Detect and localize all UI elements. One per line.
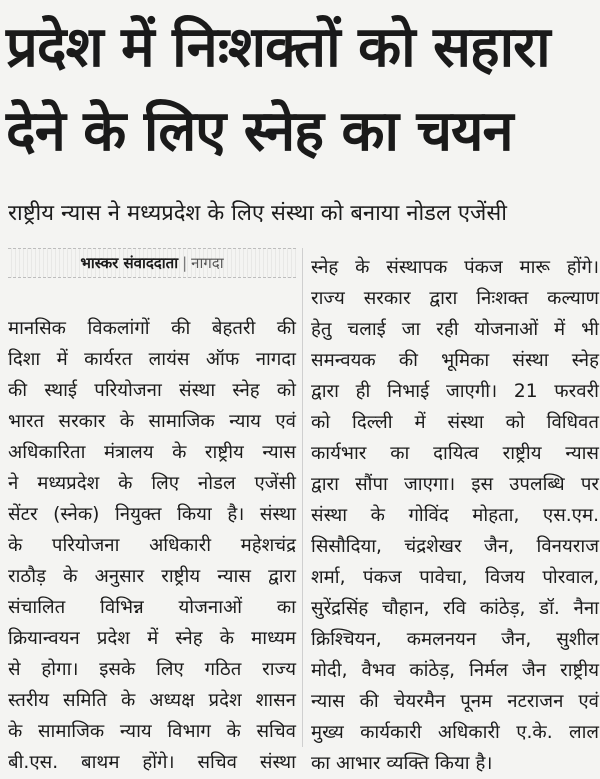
byline (8, 248, 296, 278)
headline-line-2: देने के लिए स्नेह का चयन (6, 99, 513, 164)
body-line: के परियोजना अधिकारी महेशचंद्र (8, 535, 296, 556)
column-divider (302, 248, 303, 747)
body-line: सेंटर (स्नेक) नियुक्त किया है। संस्था (8, 504, 296, 525)
body-line: द्वारा सौंपा जाएगा। इस उपलब्धि पर (311, 474, 599, 495)
body-line: द्वारा ही निभाई जाएगी। 21 फरवरी (311, 381, 599, 402)
body-line: मुख्य कार्यकारी अधिकारी ए.के. लाल (311, 722, 599, 743)
body-line: सुरेंद्रसिंह चौहान, रवि कांठेड़, डॉ. नैना (311, 598, 599, 619)
body-line: से होगा। इसके लिए गठित राज्य (8, 659, 296, 680)
body-line: की स्थाई परियोजना संस्था स्नेह को (8, 380, 296, 401)
byline-separator: | (182, 254, 188, 272)
body-line: राठौड़ के अनुसार राष्ट्रीय न्यास द्वारा (8, 566, 296, 587)
body-line: मोदी, वैभव कांठेड़, निर्मल जैन राष्ट्रीय (311, 660, 599, 681)
body-line: संचालित विभिन्न योजनाओं का (8, 597, 296, 618)
body-line: संस्था के गोविंद मोहता, एस.एम. (311, 505, 599, 526)
body-line: भारत सरकार के सामाजिक न्याय एवं (8, 411, 296, 432)
body-line: राज्य सरकार द्वारा निःशक्त कल्याण (311, 288, 599, 309)
body-line: न्यास की चेयरमैन पूनम नटराजन एवं (311, 691, 599, 712)
article-body-left-column (8, 313, 296, 773)
body-line: कार्यभार का दायित्व राष्ट्रीय न्यास (311, 443, 599, 464)
body-line: क्रियान्वयन प्रदेश में स्नेह के माध्यम (8, 628, 296, 649)
headline (6, 6, 596, 174)
body-line: शर्मा, पंकज पावेचा, विजय पोरवाल, (311, 567, 599, 588)
byline-reporter: भास्कर संवाददाता (80, 254, 179, 272)
body-line: स्तरीय समिति के अध्यक्ष प्रदेश शासन (8, 690, 296, 711)
body-line: बी.एस. बाथम होंगे। सचिव संस्था (8, 752, 296, 773)
body-line: सिसौदिया, चंद्रशेखर जैन, विनयराज (311, 536, 599, 557)
body-line: समन्वयक की भूमिका संस्था स्नेह (311, 350, 599, 371)
body-line: ने मध्यप्रदेश के लिए नोडल एजेंसी (8, 473, 296, 494)
article-body-right-column (311, 252, 599, 774)
body-line: को दिल्ली में संस्था को विधिवत (311, 412, 599, 433)
body-line: क्रिश्चियन, कमलनयन जैन, सुशील (311, 629, 599, 650)
body-line: स्नेह के संस्थापक पंकज मारू होंगे। (311, 257, 599, 278)
body-line: मानसिक विकलांगों की बेहतरी की (8, 318, 296, 339)
body-line: हेतु चलाई जा रही योजनाओं में भी (311, 319, 599, 340)
body-line: का आभार व्यक्ति किया है। (311, 753, 493, 774)
body-line: अधिकारिता मंत्रालय के राष्ट्रीय न्यास (8, 442, 296, 463)
body-line: के सामाजिक न्याय विभाग के सचिव (8, 721, 296, 742)
subheadline: राष्ट्रीय न्यास ने मध्यप्रदेश के लिए संस्था को बनाया नोडल एजेंसी (8, 201, 507, 226)
byline-place: नागदा (191, 254, 224, 272)
headline-line-1: प्रदेश में निःशक्तों को सहारा (6, 15, 550, 80)
body-line: दिशा में कार्यरत लायंस ऑफ नागदा (8, 349, 296, 370)
